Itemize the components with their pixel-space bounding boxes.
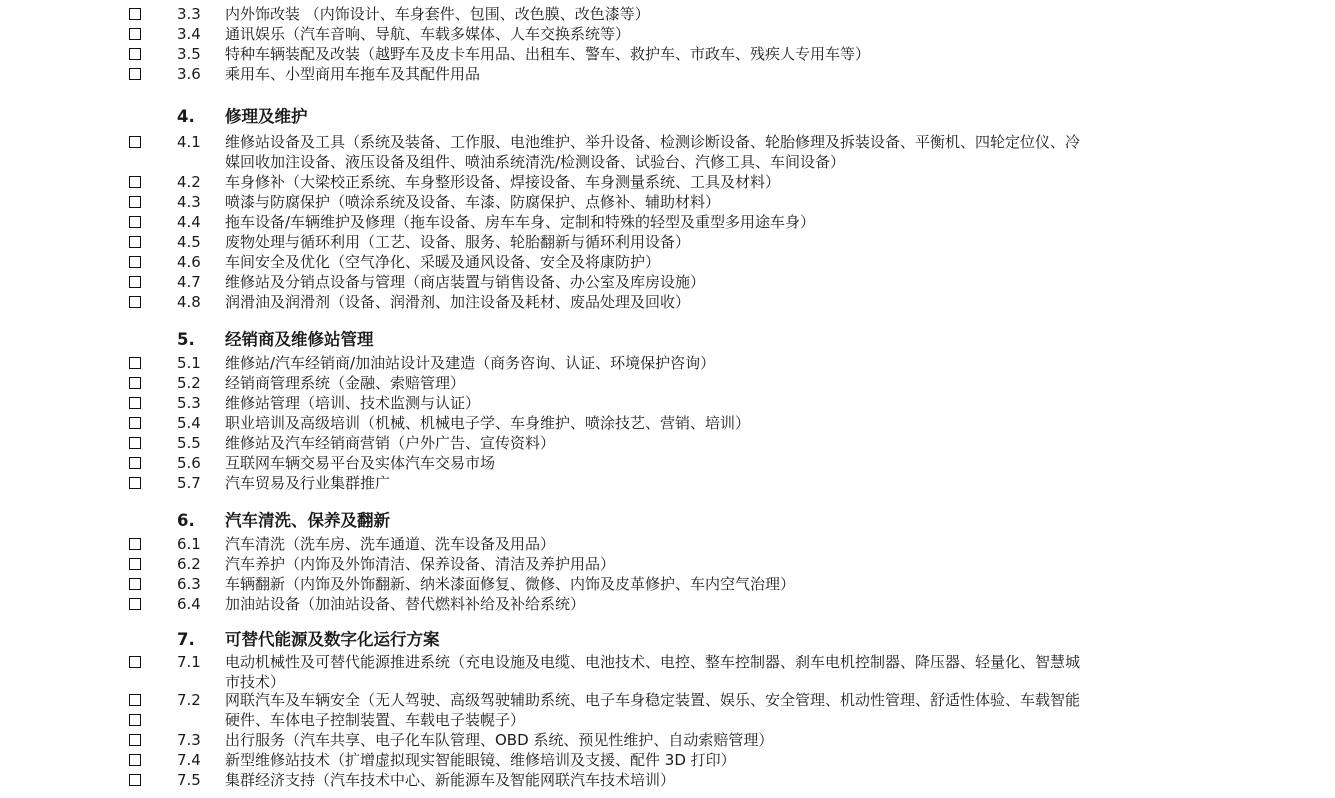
item-number: 6.4: [177, 595, 201, 613]
item-checkbox[interactable]: [129, 8, 141, 20]
item-text: 互联网车辆交易平台及实体汽车交易市场: [225, 454, 496, 472]
item-text-continued: 市技术）: [225, 673, 286, 691]
item-checkbox[interactable]: [129, 457, 141, 469]
item-text-continued: 硬件、车体电子控制装置、车载电子装幌子）: [225, 711, 526, 729]
item-checkbox[interactable]: [129, 477, 141, 489]
item-checkbox[interactable]: [129, 417, 141, 429]
item-text: 维修站及分销点设备与管理（商店装置与销售设备、办公室及库房设施）: [225, 273, 706, 291]
item-text: 网联汽车及车辆安全（无人驾驶、高级驾驶辅助系统、电子车身稳定装置、娱乐、安全管理、机动性管理、舒适性体验、车载智能: [225, 691, 1081, 709]
item-checkbox[interactable]: [129, 68, 141, 80]
item-checkbox[interactable]: [129, 437, 141, 449]
item-checkbox[interactable]: [129, 558, 141, 570]
item-text: 车身修补（大梁校正系统、车身整形设备、焊接设备、车身测量系统、工具及材料）: [225, 173, 781, 191]
item-text-continued: 媒回收加注设备、液压设备及组件、喷油系统清洗/检测设备、试验台、汽修工具、车间设备）: [225, 153, 846, 171]
section-title: 汽车清洗、保养及翻新: [225, 511, 390, 530]
item-number: 6.2: [177, 555, 201, 573]
item-text: 维修站设备及工具（系统及装备、工作服、电池维护、举升设备、检测诊断设备、轮胎修理及拆装设备、平衡机、四轮定位仪、冷: [225, 133, 1081, 151]
item-text: 废物处理与循环利用（工艺、设备、服务、轮胎翻新与循环利用设备）: [225, 233, 691, 251]
item-text: 维修站/汽车经销商/加油站设计及建造（商务咨询、认证、环境保护咨询）: [225, 354, 716, 372]
item-checkbox[interactable]: [129, 598, 141, 610]
section-title: 修理及维护: [225, 107, 308, 126]
item-number: 4.8: [177, 293, 201, 311]
item-number: 7.4: [177, 751, 201, 769]
item-number: 5.1: [177, 354, 201, 372]
item-number: 5.4: [177, 414, 201, 432]
item-number: 4.6: [177, 253, 201, 271]
item-number: 7.3: [177, 731, 201, 749]
item-text: 车辆翻新（内饰及外饰翻新、纳米漆面修复、微修、内饰及皮革修护、车内空气治理）: [225, 575, 796, 593]
item-checkbox[interactable]: [129, 256, 141, 268]
item-text: 汽车贸易及行业集群推广: [225, 474, 391, 492]
item-checkbox[interactable]: [129, 578, 141, 590]
item-checkbox[interactable]: [129, 694, 141, 706]
item-checkbox[interactable]: [129, 656, 141, 668]
item-text: 职业培训及高级培训（机械、机械电子学、车身维护、喷涂技艺、营销、培训）: [225, 414, 751, 432]
item-checkbox[interactable]: [129, 397, 141, 409]
item-number: 6.1: [177, 535, 201, 553]
item-checkbox[interactable]: [129, 216, 141, 228]
item-text: 汽车养护（内饰及外饰清洁、保养设备、清洁及养护用品）: [225, 555, 616, 573]
item-text: 内外饰改装 （内饰设计、车身套件、包围、改色膜、改色漆等）: [225, 5, 650, 23]
item-text: 维修站管理（培训、技术监测与认证）: [225, 394, 481, 412]
item-text: 特种车辆装配及改装（越野车及皮卡车用品、出租车、警车、救护车、市政车、残疾人专用车等）: [225, 45, 871, 63]
item-number: 4.2: [177, 173, 201, 191]
item-checkbox[interactable]: [129, 734, 141, 746]
item-text: 出行服务（汽车共享、电子化车队管理、OBD 系统、预见性维护、自动索赔管理）: [225, 731, 774, 749]
item-number: 6.3: [177, 575, 201, 593]
item-checkbox[interactable]: [129, 377, 141, 389]
item-checkbox[interactable]: [129, 357, 141, 369]
item-text: 车间安全及优化（空气净化、采暖及通风设备、安全及将康防护）: [225, 253, 661, 271]
item-checkbox[interactable]: [129, 296, 141, 308]
item-number: 4.4: [177, 213, 201, 231]
item-text: 集群经济支持（汽车技术中心、新能源车及智能网联汽车技术培训）: [225, 771, 676, 789]
item-number: 4.5: [177, 233, 201, 251]
item-text: 汽车清洗（洗车房、洗车通道、洗车设备及用品）: [225, 535, 556, 553]
item-checkbox[interactable]: [129, 48, 141, 60]
item-number: 5.2: [177, 374, 201, 392]
item-text: 乘用车、小型商用车拖车及其配件用品: [225, 65, 481, 83]
item-checkbox[interactable]: [129, 276, 141, 288]
item-text: 喷漆与防腐保护（喷涂系统及设备、车漆、防腐保护、点修补、辅助材料）: [225, 193, 721, 211]
item-checkbox[interactable]: [129, 196, 141, 208]
item-number: 3.5: [177, 45, 201, 63]
item-text: 新型维修站技术（扩增虚拟现实智能眼镜、维修培训及支援、配件 3D 打印）: [225, 751, 736, 769]
item-number: 7.5: [177, 771, 201, 789]
item-text: 润滑油及润滑剂（设备、润滑剂、加注设备及耗材、废品处理及回收）: [225, 293, 691, 311]
item-text: 维修站及汽车经销商营销（户外广告、宣传资料）: [225, 434, 556, 452]
item-text: 通讯娱乐（汽车音响、导航、车载多媒体、人车交换系统等）: [225, 25, 631, 43]
section-number: 4.: [177, 107, 195, 126]
item-checkbox[interactable]: [129, 774, 141, 786]
item-number: 7.1: [177, 653, 201, 671]
section-title: 可替代能源及数字化运行方案: [225, 630, 440, 649]
item-number: 5.7: [177, 474, 201, 492]
section-number: 6.: [177, 511, 195, 530]
item-number: 5.6: [177, 454, 201, 472]
item-number: 5.5: [177, 434, 201, 452]
item-text: 经销商管理系统（金融、索赔管理）: [225, 374, 466, 392]
item-number: 7.2: [177, 691, 201, 709]
item-text: 拖车设备/车辆维护及修理（拖车设备、房车车身、定制和特殊的轻型及重型多用途车身）: [225, 213, 816, 231]
item-checkbox[interactable]: [129, 176, 141, 188]
item-checkbox[interactable]: [129, 136, 141, 148]
item-number: 3.4: [177, 25, 201, 43]
item-text: 加油站设备（加油站设备、替代燃料补给及补给系统）: [225, 595, 586, 613]
item-checkbox[interactable]: [129, 236, 141, 248]
section-title: 经销商及维修站管理: [225, 330, 374, 349]
item-checkbox[interactable]: [129, 28, 141, 40]
item-number: 3.3: [177, 5, 201, 23]
item-number: 4.7: [177, 273, 201, 291]
item-checkbox[interactable]: [129, 714, 141, 726]
section-number: 5.: [177, 330, 195, 349]
item-checkbox[interactable]: [129, 754, 141, 766]
item-number: 4.1: [177, 133, 201, 151]
section-number: 7.: [177, 630, 195, 649]
item-number: 5.3: [177, 394, 201, 412]
item-text: 电动机械性及可替代能源推进系统（充电设施及电缆、电池技术、电控、整车控制器、刹车电机控制器、降压器、轻量化、智慧城: [225, 653, 1081, 671]
item-checkbox[interactable]: [129, 538, 141, 550]
item-number: 3.6: [177, 65, 201, 83]
item-number: 4.3: [177, 193, 201, 211]
